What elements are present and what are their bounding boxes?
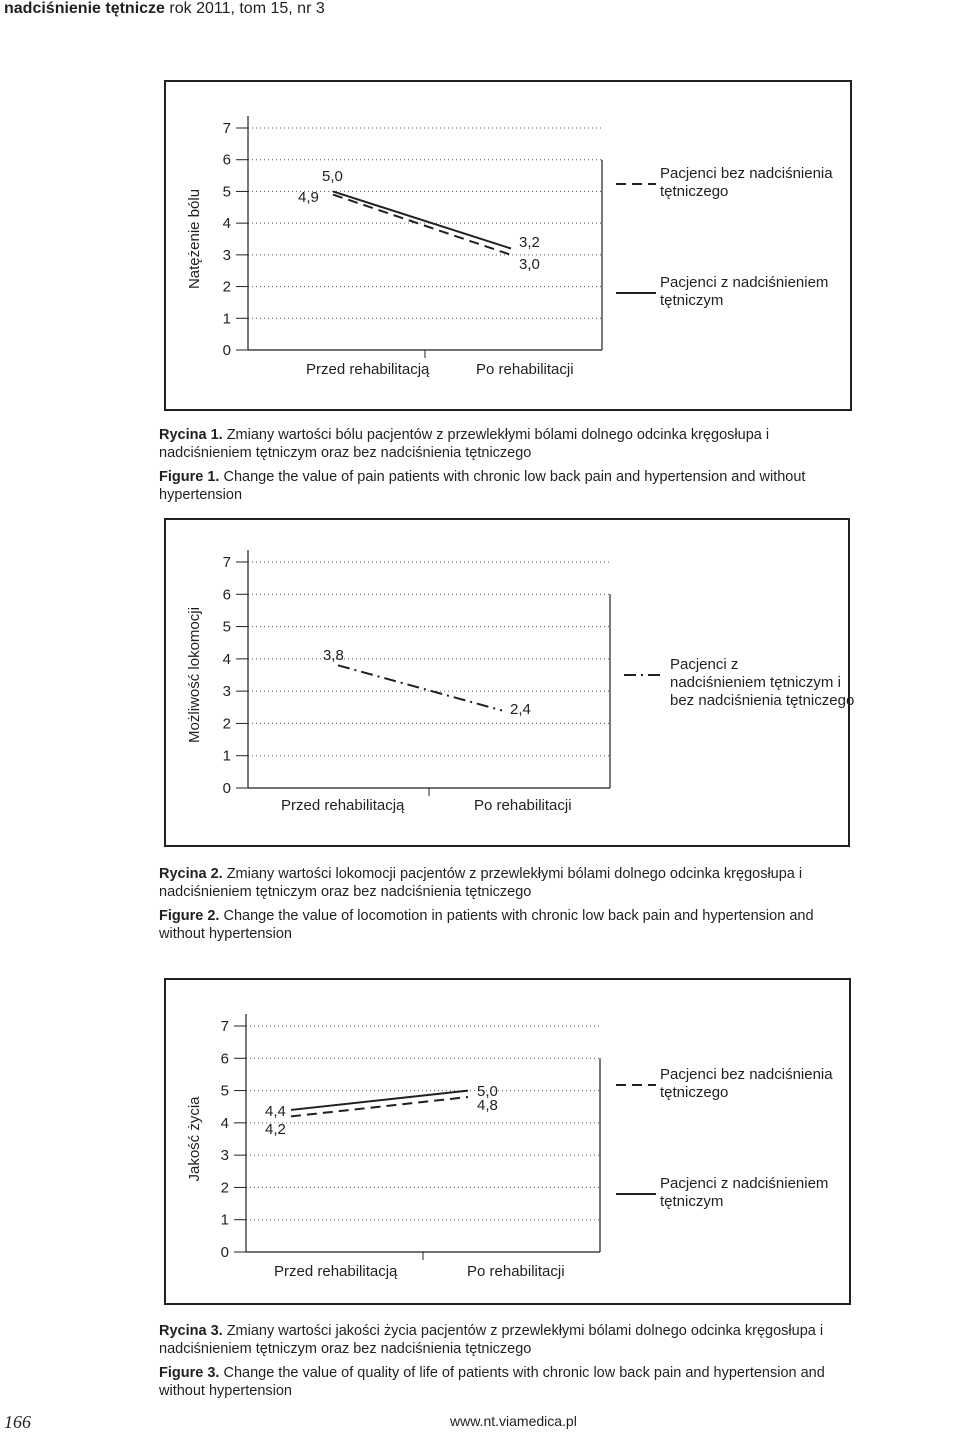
caption-pl: Rycina 1. Zmiany wartości bólu pacjentów z przewlekłymi bólami dolnego odcinka kręgosłupa i nadciśnieniem tętniczym oraz bez nadciśnienia tętniczego	[159, 427, 770, 461]
y-tick-label: 2	[222, 715, 231, 733]
caption-pl: Rycina 2. Zmiany wartości lokomocji pacjentów z przewlekłymi bólami dolnego odcinka kręgosłupa i nadciśnieniem tętniczym oraz bez nadciśnienia tętniczego	[159, 866, 803, 900]
y-tick-label: 5	[222, 183, 231, 201]
data-label: 4,9	[298, 189, 319, 206]
y-tick-label: 4	[222, 215, 231, 233]
y-axis-label: Jakość życia	[186, 1096, 203, 1182]
y-tick-label: 0	[222, 780, 231, 797]
figure-3-caption	[159, 1322, 849, 1400]
y-tick-label: 1	[222, 747, 231, 765]
data-label: 4,4	[265, 1103, 286, 1120]
x-category-label: Po rehabilitacji	[467, 1263, 565, 1280]
y-tick-label: 0	[220, 1244, 229, 1261]
data-label: 4,8	[477, 1097, 498, 1114]
footer-url: www.nt.viamedica.pl	[450, 1413, 577, 1429]
y-tick-label: 4	[222, 650, 231, 668]
data-label: 5,0	[477, 1083, 498, 1100]
y-tick-label: 0	[222, 342, 231, 359]
data-label: 3,8	[323, 647, 344, 664]
data-label: 2,4	[510, 701, 531, 718]
y-axis-label: Możliwość lokomocji	[186, 607, 203, 743]
y-tick-label: 3	[222, 683, 231, 701]
x-category-label: Po rehabilitacji	[474, 797, 572, 814]
y-tick-label: 1	[222, 310, 231, 328]
x-category-label: Po rehabilitacji	[476, 361, 574, 378]
legend-entry: Pacjenci z nadciśnieniem tętniczym	[660, 274, 829, 309]
x-category-label: Przed rehabilitacją	[274, 1263, 398, 1280]
journal-header	[4, 0, 325, 18]
series-line	[333, 191, 511, 248]
figure-3-frame	[164, 978, 851, 1305]
legend-entry: Pacjenci bez nadciśnienia tętniczego	[660, 1066, 833, 1101]
data-label: 4,2	[265, 1121, 286, 1138]
legend-entry: Pacjenci bez nadciśnienia tętniczego	[660, 165, 833, 200]
data-label: 3,2	[519, 234, 540, 251]
x-category-label: Przed rehabilitacją	[306, 361, 430, 378]
y-tick-label: 2	[220, 1179, 229, 1197]
figure-2-caption	[159, 865, 849, 943]
y-tick-label: 5	[220, 1082, 229, 1100]
data-label: 3,0	[519, 256, 540, 273]
figure-3-chart	[166, 980, 849, 1303]
figure-2-frame	[164, 518, 855, 847]
x-category-label: Przed rehabilitacją	[281, 797, 405, 814]
y-tick-label: 2	[222, 278, 231, 296]
y-tick-label: 6	[222, 151, 231, 169]
y-tick-label: 6	[222, 586, 231, 604]
y-tick-label: 7	[222, 554, 231, 571]
caption-pl: Rycina 3. Zmiany wartości jakości życia pacjentów z przewlekłymi bólami dolnego odcinka kręgosłupa i nadciśnieniem tętniczym oraz bez nadciśnienia tętniczego	[159, 1323, 824, 1357]
y-tick-label: 3	[222, 246, 231, 264]
y-tick-label: 6	[220, 1050, 229, 1068]
series-line	[338, 665, 502, 710]
y-tick-label: 5	[222, 618, 231, 636]
figure-2-chart	[166, 520, 855, 845]
legend-entry: Pacjenci z nadciśnieniem tętniczym i bez nadciśnienia tętniczego	[670, 656, 855, 709]
y-tick-label: 1	[220, 1211, 229, 1229]
figure-1-chart	[166, 82, 850, 409]
figure-1-caption	[159, 426, 849, 504]
data-label: 5,0	[322, 168, 343, 185]
caption-en: Figure 1. Change the value of pain patients with chronic low back pain and hypertension and without hypertension	[159, 469, 806, 503]
figure-1-frame	[164, 80, 852, 411]
legend-entry: Pacjenci z nadciśnieniem tętniczym	[660, 1175, 829, 1210]
y-tick-label: 7	[222, 120, 231, 137]
caption-en: Figure 3. Change the value of quality of life of patients with chronic low back pain and hypertension and without hypertension	[159, 1365, 825, 1399]
y-axis-label: Natężenie bólu	[186, 188, 203, 290]
y-tick-label: 3	[220, 1147, 229, 1165]
page-number: 166	[4, 1412, 31, 1432]
y-tick-label: 4	[220, 1114, 229, 1132]
y-tick-label: 7	[220, 1018, 229, 1035]
series-line	[333, 195, 511, 255]
journal-title: nadciśnienie tętnicze	[4, 0, 165, 17]
journal-issue: rok 2011, tom 15, nr 3	[169, 0, 325, 17]
caption-en: Figure 2. Change the value of locomotion in patients with chronic low back pain and hypertension and without hypertension	[159, 908, 814, 942]
